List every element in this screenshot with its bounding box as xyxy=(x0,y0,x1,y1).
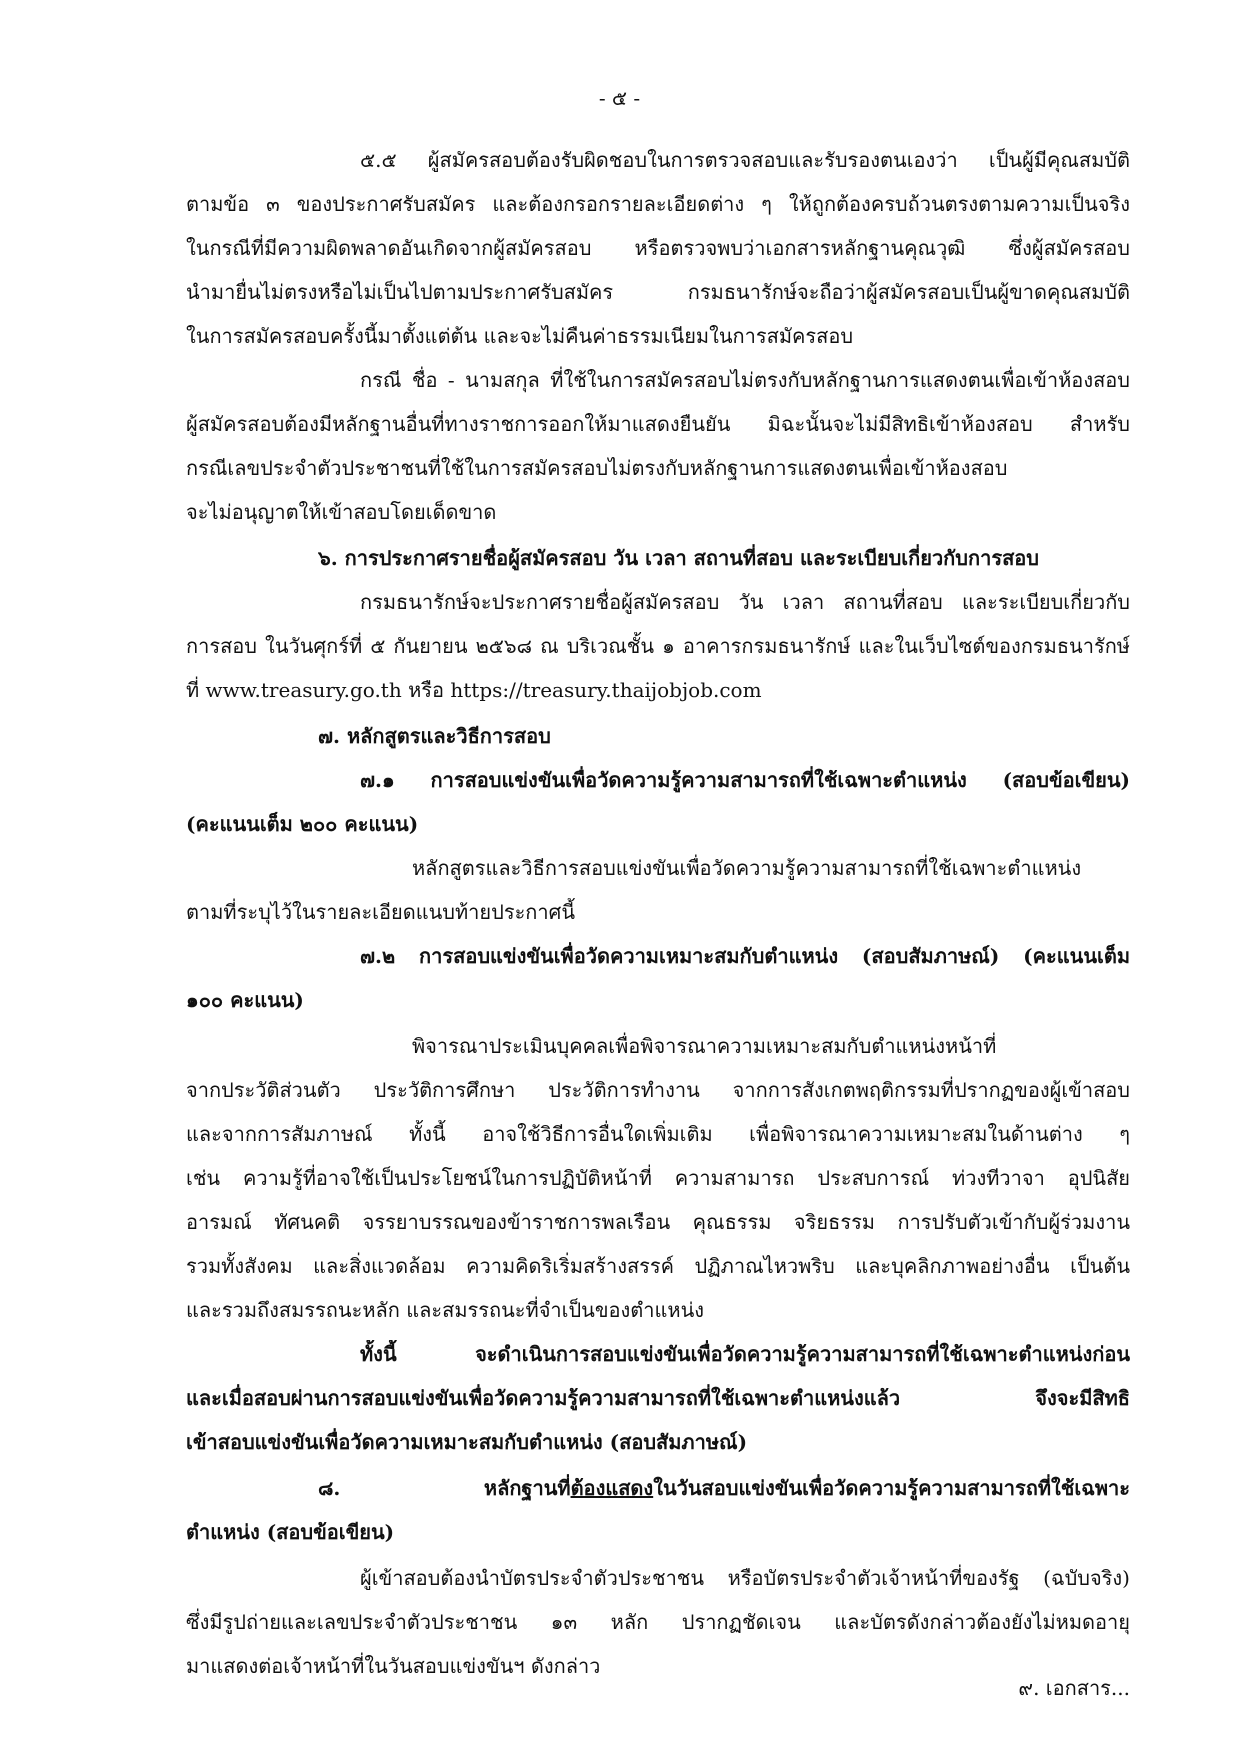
section-8-heading-line-2: ตำแหน่ง (สอบข้อเขียน) xyxy=(186,1520,395,1544)
para-5-5-line-4: นำมายื่นไม่ตรงหรือไม่เป็นไปตามประกาศรับสมัคร กรมธนารักษ์จะถือว่าผู้สมัครสอบเป็นผู้ขาดคุณสมบัติ xyxy=(186,280,1130,304)
section-7-2-heading: ๗.๒ การสอบแข่งขันเพื่อวัดความเหมาะสมกับตำแหน่ง (สอบสัมภาษณ์) (คะแนนเต็ม xyxy=(360,944,1130,968)
section-6-line-1: กรมธนารักษ์จะประกาศรายชื่อผู้สมัครสอบ วัน เวลา สถานที่สอบ และระเบียบเกี่ยวกับ xyxy=(360,590,1130,614)
para-5-5-line-5: ในการสมัครสอบครั้งนี้มาตั้งแต่ต้น และจะไม่คืนค่าธรรมเนียมในการสมัครสอบ xyxy=(186,324,854,348)
para-5-5-line-3: ในกรณีที่มีความผิดพลาดอันเกิดจากผู้สมัครสอบ หรือตรวจพบว่าเอกสารหลักฐานคุณวุฒิ ซึ่งผู้สมัครสอบ xyxy=(186,236,1130,260)
note-line-2: และเมื่อสอบผ่านการสอบแข่งขันเพื่อวัดความรู้ความสามารถที่ใช้เฉพาะตำแหน่งแล้ว จึงจะมีสิทธิ xyxy=(186,1386,1130,1410)
note-line-3: เข้าสอบแข่งขันเพื่อวัดความเหมาะสมกับตำแหน่ง (สอบสัมภาษณ์) xyxy=(186,1430,748,1454)
section-7-1-line-1: หลักสูตรและวิธีการสอบแข่งขันเพื่อวัดความรู้ความสามารถที่ใช้เฉพาะตำแหน่ง xyxy=(412,856,1082,880)
continuation-note: ๙. เอกสาร... xyxy=(1018,1676,1130,1700)
section-8-heading-pre: ๘. หลักฐานที่ xyxy=(318,1476,571,1500)
section-7-2-line-4: เช่น ความรู้ที่อาจใช้เป็นประโยชน์ในการปฏิบัติหน้าที่ ความสามารถ ประสบการณ์ ท่วงทีวาจา อุปนิสัย xyxy=(186,1166,1130,1190)
section-7-2-line-2: จากประวัติส่วนตัว ประวัติการศึกษา ประวัติการทำงาน จากการสังเกตพฤติกรรมที่ปรากฏของผู้เข้าสอบ xyxy=(186,1078,1130,1102)
section-7-2-score: ๑๐๐ คะแนน) xyxy=(186,988,304,1012)
page-number: - ๕ - xyxy=(598,86,641,110)
section-6-line-2: การสอบ ในวันศุกร์ที่ ๕ กันยายน ๒๕๖๘ ณ บริเวณชั้น ๑ อาคารกรมธนารักษ์ และในเว็บไซต์ของกรมธนารักษ์ xyxy=(186,634,1130,658)
section-7-2-line-3: และจากการสัมภาษณ์ ทั้งนี้ อาจใช้วิธีการอื่นใดเพิ่มเติม เพื่อพิจารณาความเหมาะสมในด้านต่าง ๆ xyxy=(186,1122,1130,1146)
section-8-line-1: ผู้เข้าสอบต้องนำบัตรประจำตัวประชาชน หรือบัตรประจำตัวเจ้าหน้าที่ของรัฐ (ฉบับจริง) xyxy=(360,1566,1130,1590)
para-name-line-2: ผู้สมัครสอบต้องมีหลักฐานอื่นที่ทางราชการออกให้มาแสดงยืนยัน มิฉะนั้นจะไม่มีสิทธิเข้าห้องสอบ สำหรับ xyxy=(186,412,1130,436)
section-7-heading: ๗. หลักสูตรและวิธีการสอบ xyxy=(318,724,551,748)
section-7-2-line-5: อารมณ์ ทัศนคติ จรรยาบรรณของข้าราชการพลเรือน คุณธรรม จริยธรรม การปรับตัวเข้ากับผู้ร่วมงาน xyxy=(186,1210,1130,1234)
para-5-5-line-2: ตามข้อ ๓ ของประกาศรับสมัคร และต้องกรอกรายละเอียดต่าง ๆ ให้ถูกต้องครบถ้วนตรงตามความเป็นจริง xyxy=(186,192,1130,216)
section-7-1-line-2: ตามที่ระบุไว้ในรายละเอียดแนบท้ายประกาศนี้ xyxy=(186,900,576,924)
para-name-line-3: กรณีเลขประจำตัวประชาชนที่ใช้ในการสมัครสอบไม่ตรงกับหลักฐานการแสดงตนเพื่อเข้าห้องสอบ xyxy=(186,456,1008,480)
para-name-line-1: กรณี ชื่อ - นามสกุล ที่ใช้ในการสมัครสอบไม่ตรงกับหลักฐานการแสดงตนเพื่อเข้าห้องสอบ xyxy=(360,368,1130,392)
section-8-heading-underlined: ต้องแสดง xyxy=(570,1476,654,1500)
section-6-heading: ๖. การประกาศรายชื่อผู้สมัครสอบ วัน เวลา สถานที่สอบ และระเบียบเกี่ยวกับการสอบ xyxy=(318,546,1039,570)
section-8-heading-post: ในวันสอบแข่งขันเพื่อวัดความรู้ความสามารถที่ใช้เฉพาะ xyxy=(653,1476,1130,1500)
section-7-1-score: (คะแนนเต็ม ๒๐๐ คะแนน) xyxy=(186,812,419,836)
section-7-1-heading: ๗.๑ การสอบแข่งขันเพื่อวัดความรู้ความสามารถที่ใช้เฉพาะตำแหน่ง (สอบข้อเขียน) xyxy=(360,768,1130,792)
para-name-line-4: จะไม่อนุญาตให้เข้าสอบโดยเด็ดขาด xyxy=(186,500,497,524)
section-7-2-line-7: และรวมถึงสมรรถนะหลัก และสมรรถนะที่จำเป็นของตำแหน่ง xyxy=(186,1298,705,1322)
section-8-line-3: มาแสดงต่อเจ้าหน้าที่ในวันสอบแข่งขันฯ ดังกล่าว xyxy=(186,1654,601,1678)
section-7-2-line-1: พิจารณาประเมินบุคคลเพื่อพิจารณาความเหมาะสมกับตำแหน่งหน้าที่ xyxy=(412,1034,997,1058)
section-7-2-line-6: รวมทั้งสังคม และสิ่งแวดล้อม ความคิดริเริ่มสร้างสรรค์ ปฏิภาณไหวพริบ และบุคลิกภาพอย่างอื่น เป็นต้น xyxy=(186,1254,1130,1278)
note-line-1: ทั้งนี้ จะดำเนินการสอบแข่งขันเพื่อวัดความรู้ความสามารถที่ใช้เฉพาะตำแหน่งก่อน xyxy=(360,1342,1130,1366)
section-8-line-2: ซึ่งมีรูปถ่ายและเลขประจำตัวประชาชน ๑๓ หลัก ปรากฏชัดเจน และบัตรดังกล่าวต้องยังไม่หมดอายุ xyxy=(186,1610,1130,1634)
para-5-5-line-1: ๕.๕ ผู้สมัครสอบต้องรับผิดชอบในการตรวจสอบและรับรองตนเองว่า เป็นผู้มีคุณสมบัติ xyxy=(360,148,1130,172)
section-6-line-3: ที่ www.treasury.go.th หรือ https://treasury.thaijobjob.com xyxy=(186,678,762,702)
section-8-heading xyxy=(318,1474,1130,1508)
